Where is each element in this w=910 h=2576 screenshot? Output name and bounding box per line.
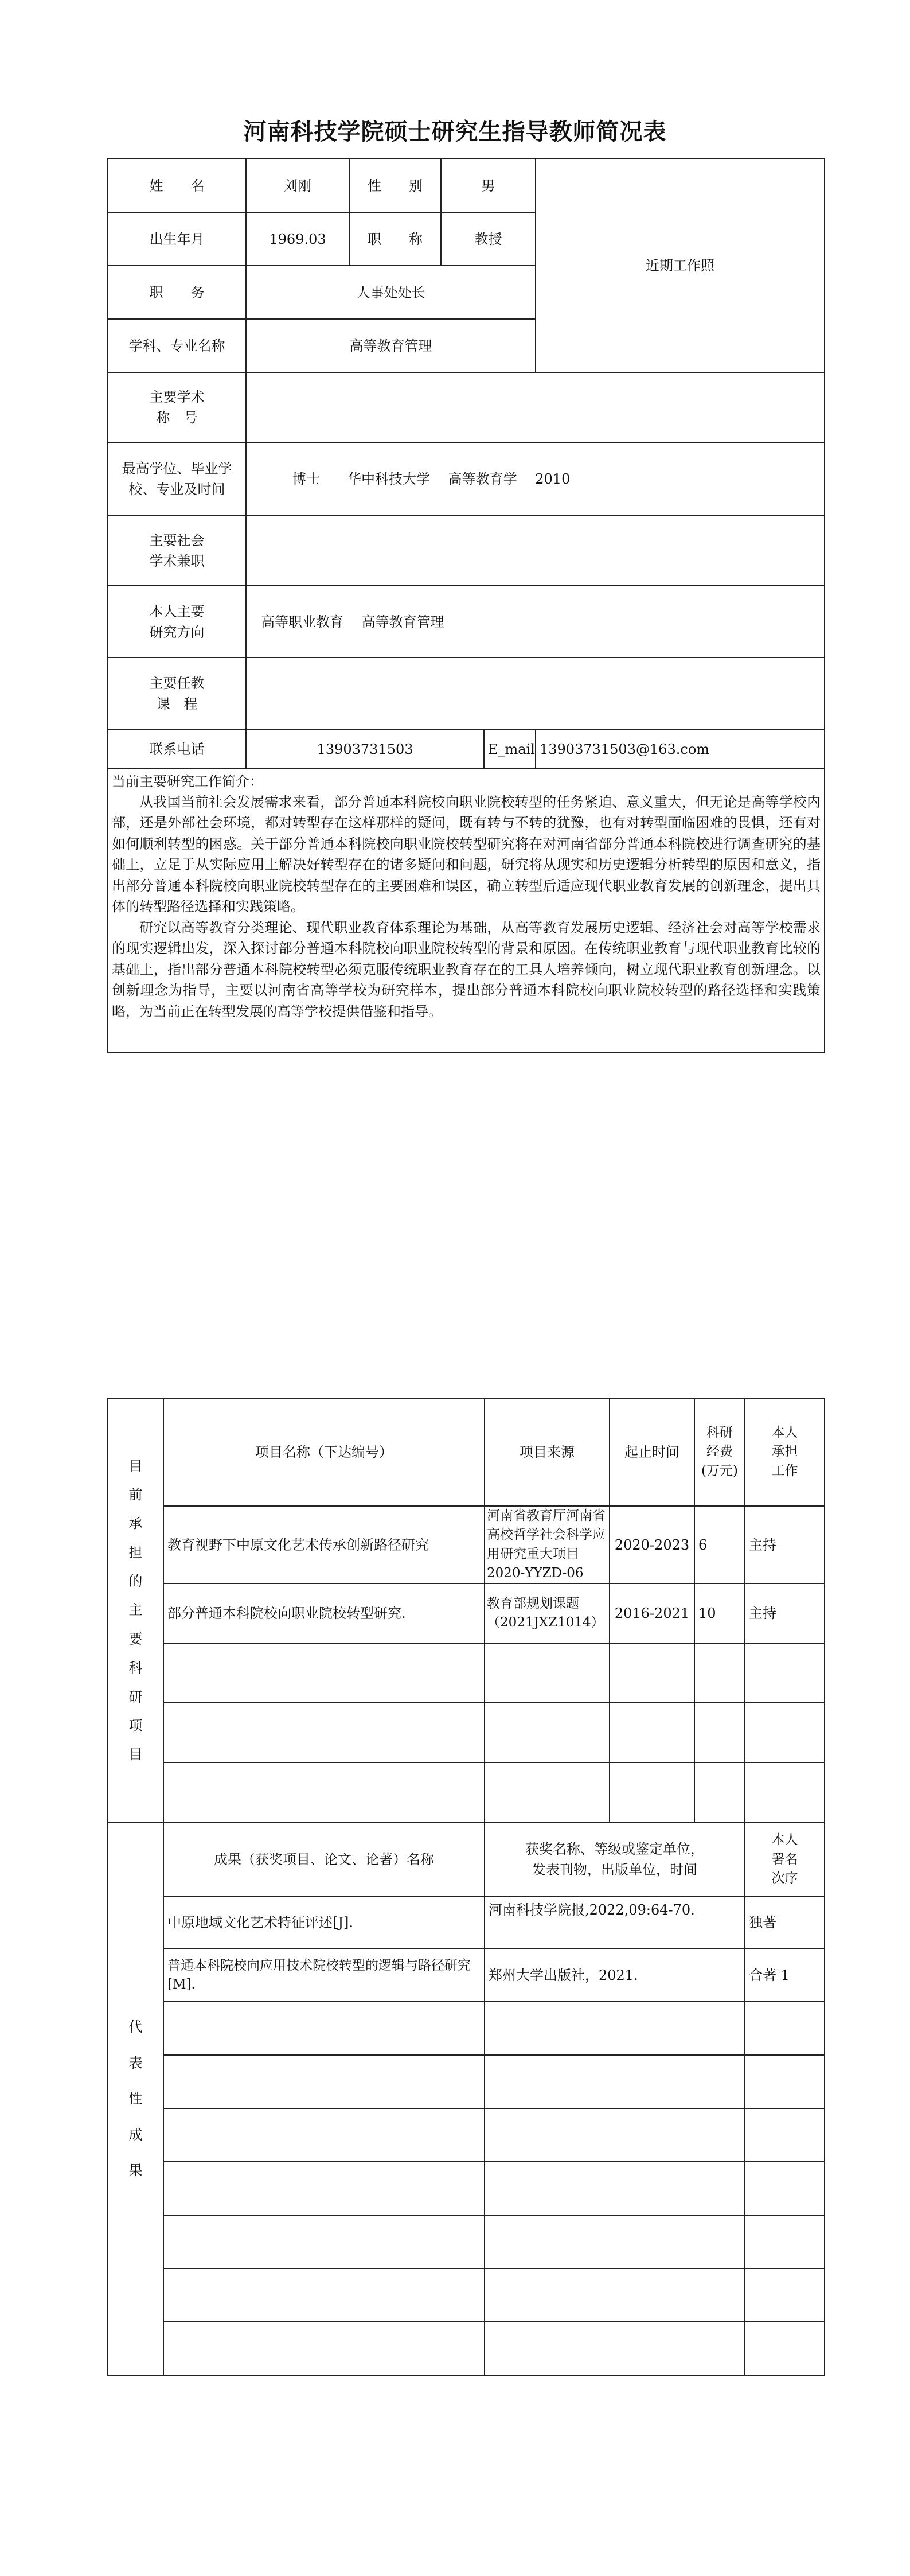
project-source: 教育部规划课题（2021JXZ1014） [485, 1583, 610, 1643]
social-label-line2: 学术兼职 [149, 553, 205, 569]
projects-header-funding [694, 1398, 745, 1506]
achievement-publisher [485, 2162, 745, 2215]
achievement-name [163, 2215, 485, 2268]
table-row [108, 1762, 825, 1822]
achievement-order [745, 2055, 825, 2108]
project-name [163, 1643, 485, 1703]
projects-label-char: 的 [128, 1573, 143, 1590]
project-funding [694, 1643, 745, 1703]
project-role [745, 1703, 825, 1762]
project-period [610, 1762, 694, 1822]
academic-title-label-line2: 称 号 [156, 410, 198, 426]
academic-title-label [108, 372, 246, 442]
photo-label: 近期工作照 [646, 258, 714, 274]
projects-header-role-line3: 工作 [771, 1463, 798, 1478]
achievement-publisher: 郑州大学出版社，2021. [485, 1948, 745, 2002]
birth-value: 1969.03 [246, 212, 349, 266]
research-intro-paragraph-1: 从我国当前社会发展需求来看，部分普通本科院校向职业院校转型的任务紧迫、意义重大，但无论是高等学校内部，还是外部社会环境，都对转型存在这样那样的疑问，既有转与不转的犹豫，也有对转型面临困难的畏惧，还有对如何顺利转型的困惑。关于部分普通本科院校向职业院校转型研究将在对河南省部分普通本科院校进行调查研究的基础上，立足于从实际应用上解决好转型存在的诸多疑问和问题，研究将从现实和历史逻辑分析转型的原因和意义，指出部分普通本科院校向职业院校转型存在的主要困难和误区，确立转型后适应现代职业教育发展的创新理念，提出具体的转型路径选择和实践策略。 [112, 794, 821, 915]
project-name [163, 1703, 485, 1762]
achievements-label-char: 成 [128, 2126, 143, 2143]
courses-value [246, 657, 825, 730]
achievement-publisher: 河南科技学院报,2022,09:64-70. [485, 1897, 745, 1948]
projects-header-funding-line1: 科研 [706, 1425, 733, 1440]
projects-label-char: 科 [128, 1660, 143, 1676]
achievement-name [163, 2108, 485, 2162]
social-label [108, 516, 246, 586]
achievement-publisher [485, 2322, 745, 2375]
project-role [745, 1762, 825, 1822]
name-value: 刘刚 [246, 159, 349, 212]
projects-label-char: 要 [128, 1631, 143, 1647]
project-period: 2016-2021 [610, 1583, 694, 1643]
gender-value: 男 [441, 159, 536, 212]
research-label-line1: 本人主要 [149, 603, 205, 620]
projects-header-period: 起止时间 [610, 1398, 694, 1506]
achievements-header-publisher-line2: 发表刊物，出版单位，时间 [532, 1862, 697, 1878]
projects-achievements-table [107, 1398, 825, 2376]
academic-title-label-line1: 主要学术 [149, 389, 205, 405]
courses-label-line2: 课 程 [156, 696, 198, 712]
position-value: 人事处处长 [246, 266, 536, 319]
table-row [108, 1948, 825, 2002]
gender-label: 性 别 [349, 159, 441, 212]
achievements-header-author-line1: 本人 [771, 1832, 798, 1848]
table-row [108, 2322, 825, 2375]
achievements-header-publisher [485, 1822, 745, 1897]
achievements-label-char: 果 [128, 2162, 143, 2178]
project-source [485, 1762, 610, 1822]
achievement-publisher [485, 2055, 745, 2108]
position-label: 职 务 [108, 266, 246, 319]
project-period: 2020-2023 [610, 1506, 694, 1583]
academic-title-value [246, 372, 825, 442]
degree-label-line1: 最高学位、毕业学 [122, 461, 232, 477]
table-row [108, 2055, 825, 2108]
projects-label-char: 项 [128, 1718, 143, 1734]
discipline-value: 高等教育管理 [246, 319, 536, 372]
projects-header-role-line2: 承担 [771, 1444, 798, 1460]
project-role: 主持 [745, 1583, 825, 1643]
projects-header-role-line1: 本人 [771, 1425, 798, 1440]
achievement-order [745, 2162, 825, 2215]
projects-section-label [108, 1398, 163, 1822]
achievements-label-char: 代 [128, 2019, 143, 2036]
page-title: 河南科技学院硕士研究生指导教师简况表 [243, 119, 667, 145]
projects-header-name: 项目名称（下达编号） [163, 1398, 485, 1506]
research-intro-paragraph-2: 研究以高等教育分类理论、现代职业教育体系理论为基础，从高等教育发展历史逻辑、经济社会对高等学校需求的现实逻辑出发，深入探讨部分普通本科院校向职业院校转型的背景和原因。在传统职业教育与现代职业教育比较的基础上，指出部分普通本科院校转型必须克服传统职业教育存在的工具人培养倾向，树立现代职业教育创新理念。以创新理念为指导，主要以河南省高等学校为研究样本，提出部分普通本科院校向职业院校转型的路径选择和实践策略，为当前正在转型发展的高等学校提供借鉴和指导。 [112, 919, 821, 1019]
projects-header-role [745, 1398, 825, 1506]
achievement-name [163, 2055, 485, 2108]
table-row [108, 1643, 825, 1703]
achievement-name [163, 2268, 485, 2322]
degree-label-line2: 校、专业及时间 [128, 481, 225, 497]
projects-label-char: 研 [128, 1688, 143, 1705]
achievements-header-author [745, 1822, 825, 1897]
discipline-label: 学科、专业名称 [108, 319, 246, 372]
table-row [108, 2108, 825, 2162]
project-period [610, 1703, 694, 1762]
project-funding [694, 1762, 745, 1822]
table-row [108, 1583, 825, 1643]
title-value: 教授 [441, 212, 536, 266]
table-row [108, 1703, 825, 1762]
research-intro [108, 768, 825, 1052]
project-funding: 6 [694, 1506, 745, 1583]
achievement-order [745, 2108, 825, 2162]
achievements-header-publisher-line1: 获奖名称、等级或鉴定单位， [525, 1841, 704, 1858]
project-funding [694, 1703, 745, 1762]
achievement-order [745, 2268, 825, 2322]
email-value: 13903731503@163.com [536, 730, 825, 768]
achievements-label-char: 性 [128, 2091, 143, 2107]
title-label: 职 称 [349, 212, 441, 266]
projects-header-funding-line2: 经费 [706, 1444, 733, 1460]
social-value [246, 516, 825, 586]
degree-value: 博士 华中科技大学 高等教育学 2010 [246, 442, 825, 516]
project-name [163, 1762, 485, 1822]
project-role: 主持 [745, 1506, 825, 1583]
achievement-name [163, 2322, 485, 2375]
project-name: 教育视野下中原文化艺术传承创新路径研究 [163, 1506, 485, 1583]
birth-label: 出生年月 [108, 212, 246, 266]
achievement-publisher [485, 2268, 745, 2322]
achievements-section-label [108, 1822, 163, 2375]
achievements-header-author-line2: 署名 [771, 1851, 798, 1867]
project-source [485, 1703, 610, 1762]
table-row [108, 1506, 825, 1583]
phone-label: 联系电话 [108, 730, 246, 768]
project-source [485, 1643, 610, 1703]
achievement-publisher [485, 2215, 745, 2268]
research-value: 高等职业教育 高等教育管理 [246, 586, 825, 657]
research-label-line2: 研究方向 [149, 624, 205, 640]
achievement-order: 合著 1 [745, 1948, 825, 2002]
achievements-header-name: 成果（获奖项目、论文、论著）名称 [163, 1822, 485, 1897]
projects-label-char: 承 [128, 1515, 143, 1532]
profile-table [107, 158, 825, 1053]
projects-label-char: 目 [128, 1746, 143, 1763]
table-row [108, 2268, 825, 2322]
achievements-section-label-text [129, 2009, 143, 2188]
projects-header-funding-line3: (万元) [701, 1463, 738, 1478]
phone-value: 13903731503 [246, 730, 484, 768]
research-intro-label: 当前主要研究工作简介： [112, 773, 263, 789]
table-row [108, 2002, 825, 2055]
achievement-name [163, 2162, 485, 2215]
project-role [745, 1643, 825, 1703]
courses-label-line1: 主要任教 [149, 675, 205, 691]
achievement-order [745, 2322, 825, 2375]
achievement-publisher [485, 2002, 745, 2055]
achievement-name [163, 2002, 485, 2055]
project-period [610, 1643, 694, 1703]
achievement-name: 中原地域文化艺术特征评述[J]. [163, 1897, 485, 1948]
project-name: 部分普通本科院校向职业院校转型研究. [163, 1583, 485, 1643]
achievement-publisher [485, 2108, 745, 2162]
achievements-header-author-line3: 次序 [771, 1871, 798, 1886]
achievement-name: 普通本科院校向应用技术院校转型的逻辑与路径研究[M]. [163, 1948, 485, 2002]
name-label: 姓 名 [108, 159, 246, 212]
research-label [108, 586, 246, 657]
projects-label-char: 担 [128, 1544, 143, 1561]
social-label-line1: 主要社会 [149, 532, 205, 548]
achievement-order [745, 2215, 825, 2268]
email-label: E_mail [484, 730, 536, 768]
achievement-order [745, 2002, 825, 2055]
projects-label-char: 前 [128, 1486, 143, 1503]
photo-box [536, 159, 825, 372]
projects-label-char: 目 [128, 1457, 143, 1474]
project-source: 河南省教育厅河南省高校哲学社会科学应用研究重大项目 2020-YYZD-06 [485, 1506, 610, 1583]
achievement-order: 独著 [745, 1897, 825, 1948]
table-row [108, 2162, 825, 2215]
degree-label [108, 442, 246, 516]
project-funding: 10 [694, 1583, 745, 1643]
table-row [108, 2215, 825, 2268]
projects-section-label-text [129, 1452, 143, 1769]
achievements-label-char: 表 [128, 2054, 143, 2071]
courses-label [108, 657, 246, 730]
table-row [108, 1897, 825, 1948]
projects-label-char: 主 [128, 1602, 143, 1618]
projects-header-source: 项目来源 [485, 1398, 610, 1506]
